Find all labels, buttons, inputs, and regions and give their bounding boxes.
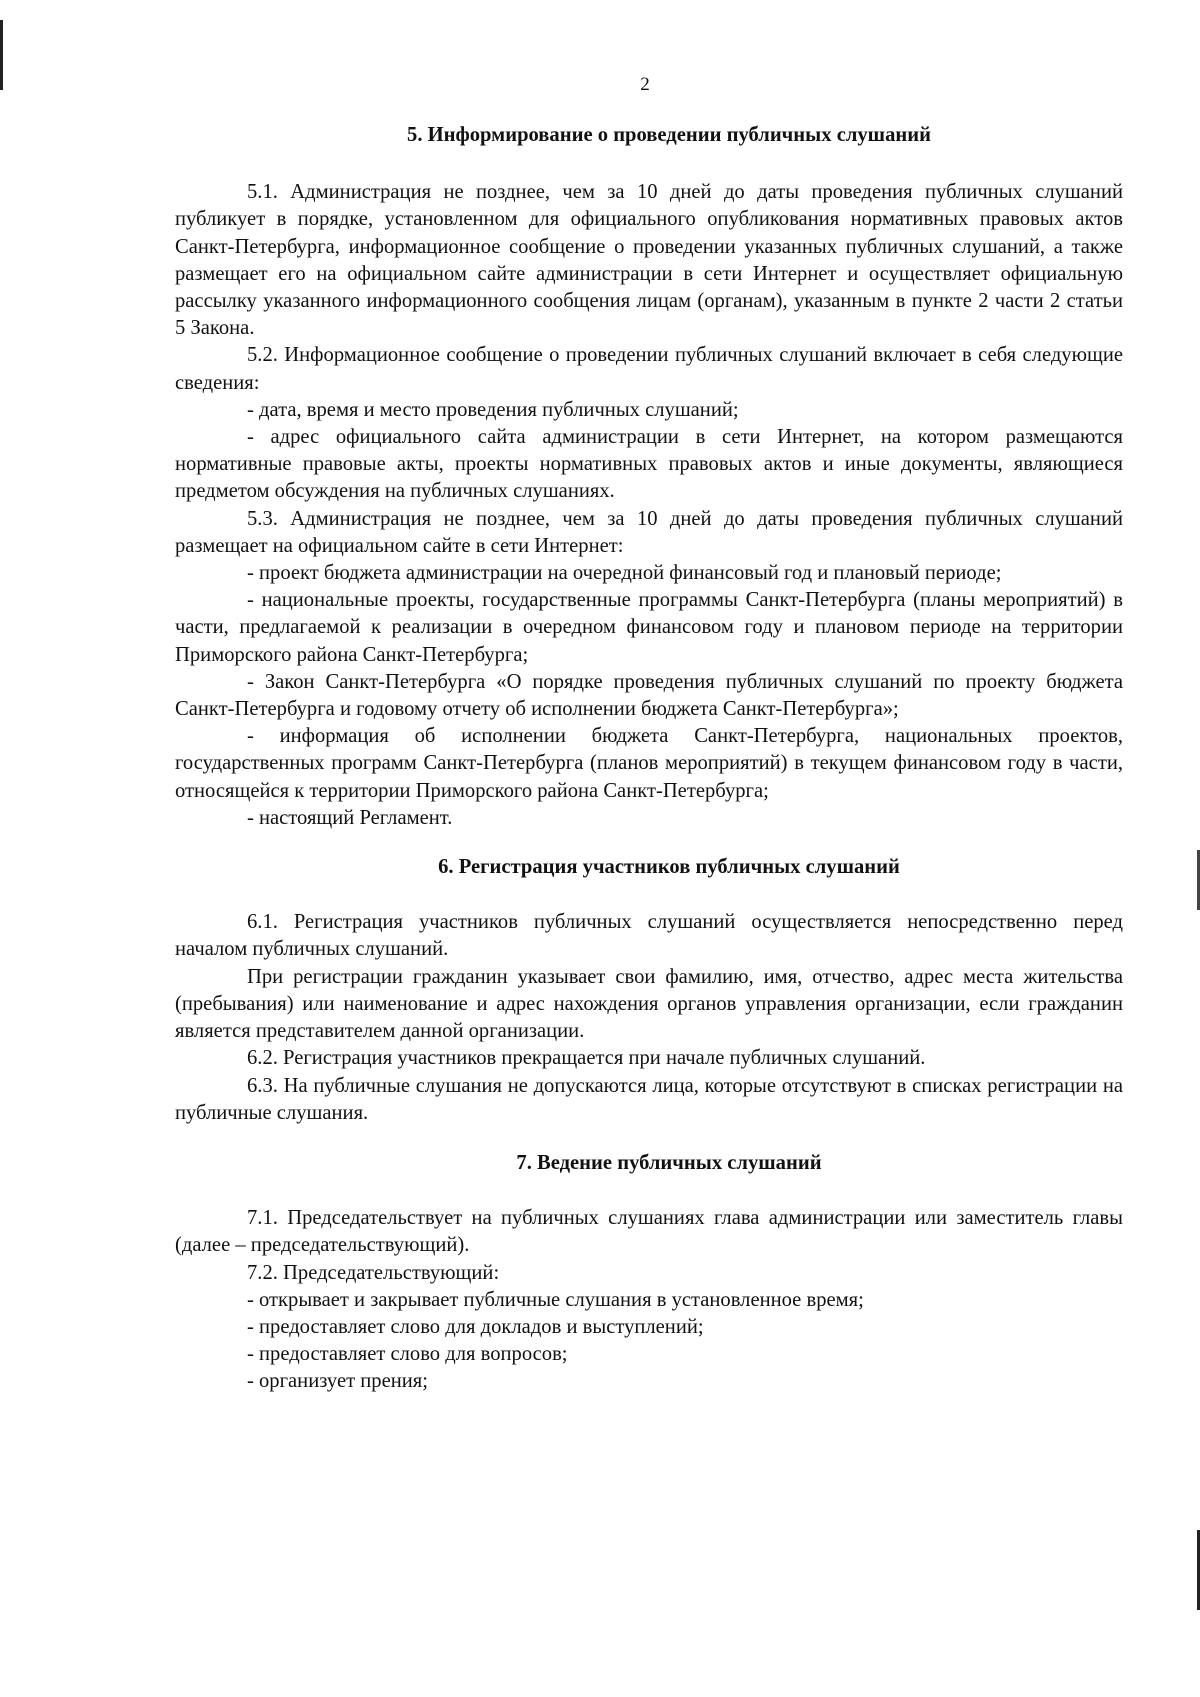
list-item: - Закон Санкт-Петербурга «О порядке проведения публичных слушаний по проекту бюджета Санкт-Петербурга и годовому отчету об исполнении бюджета Санкт-Петербурга»; <box>175 670 1123 721</box>
list-item: - информация об исполнении бюджета Санкт-Петербурга, национальных проектов, государственных программ Санкт-Петербурга (планов мероприятий) в текущем финансовом году в части, относящейся к территории Приморского района Санкт-Петербурга; <box>175 725 1123 802</box>
paragraph-5-1: 5.1. Администрация не позднее, чем за 10 дней до даты проведения публичных слушаний публикует в порядке, установленном для официального опубликования нормативных правовых актов Санкт-Петербурга, информационное сообщение о проведении указанных публичных слушаний, а также размещает его на официальном сайте администрации в сети Интернет и осуществляет официальную рассылку указанного информационного сообщения лицам (органам), указанным в пункте 2 части 2 статьи 5 Закона. <box>175 181 1123 340</box>
list-item: - национальные проекты, государственные программы Санкт-Петербурга (планы мероприятий) в части, предлагаемой к реализации в очередном финансовом году и плановом периоде на территории Приморского района Санкт-Петербурга; <box>175 589 1123 666</box>
paragraph-7-2: 7.2. Председательствующий: <box>247 1261 500 1284</box>
list-item: - организует прения; <box>247 1370 428 1393</box>
paragraph-5-2: 5.2. Информационное сообщение о проведении публичных слушаний включает в себя следующие сведения: <box>175 344 1123 394</box>
section-6-title: 6. Регистрация участников публичных слушаний <box>438 856 900 879</box>
list-item: - адрес официального сайта администрации в сети Интернет, на котором размещаются нормативные правовые акты, проекты нормативных правовых актов и иные документы, являющиеся предметом обсуждения на публичных слушаниях. <box>175 426 1123 503</box>
paragraph-6-3: 6.3. На публичные слушания не допускаются лица, которые отсутствуют в списках регистрации на публичные слушания. <box>175 1074 1123 1124</box>
paragraph: При регистрации гражданин указывает свои фамилию, имя, отчество, адрес места жительства (пребывания) или наименование и адрес нахождения органов управления организации, если гражданин является представителем данной организации. <box>175 965 1123 1043</box>
list-item: - предоставляет слово для вопросов; <box>247 1343 568 1366</box>
document-body <box>175 122 1123 1396</box>
page-number: 2 <box>640 74 650 95</box>
list-item: - открывает и закрывает публичные слушания в установленное время; <box>247 1288 864 1311</box>
list-item: - дата, время и место проведения публичных слушаний; <box>247 398 739 421</box>
list-item: - предоставляет слово для докладов и выступлений; <box>247 1315 704 1338</box>
section-7-title: 7. Ведение публичных слушаний <box>516 1151 822 1174</box>
list-item: - настоящий Регламент. <box>247 806 453 829</box>
paragraph-6-2: 6.2. Регистрация участников прекращается при начале публичных слушаний. <box>247 1047 926 1070</box>
section-5-title: 5. Информирование о проведении публичных слушаний <box>407 124 931 146</box>
paragraph-7-1: 7.1. Председательствует на публичных слушаниях глава администрации или заместитель главы (далее – председательствующий). <box>175 1207 1123 1257</box>
list-item: - проект бюджета администрации на очередной финансовый год и плановый периоде; <box>247 562 1002 585</box>
paragraph-5-3: 5.3. Администрация не позднее, чем за 10 дней до даты проведения публичных слушаний размещает на официальном сайте в сети Интернет: <box>175 507 1123 557</box>
paragraph-6-1: 6.1. Регистрация участников публичных слушаний осуществляется непосредственно перед началом публичных слушаний. <box>175 911 1123 961</box>
